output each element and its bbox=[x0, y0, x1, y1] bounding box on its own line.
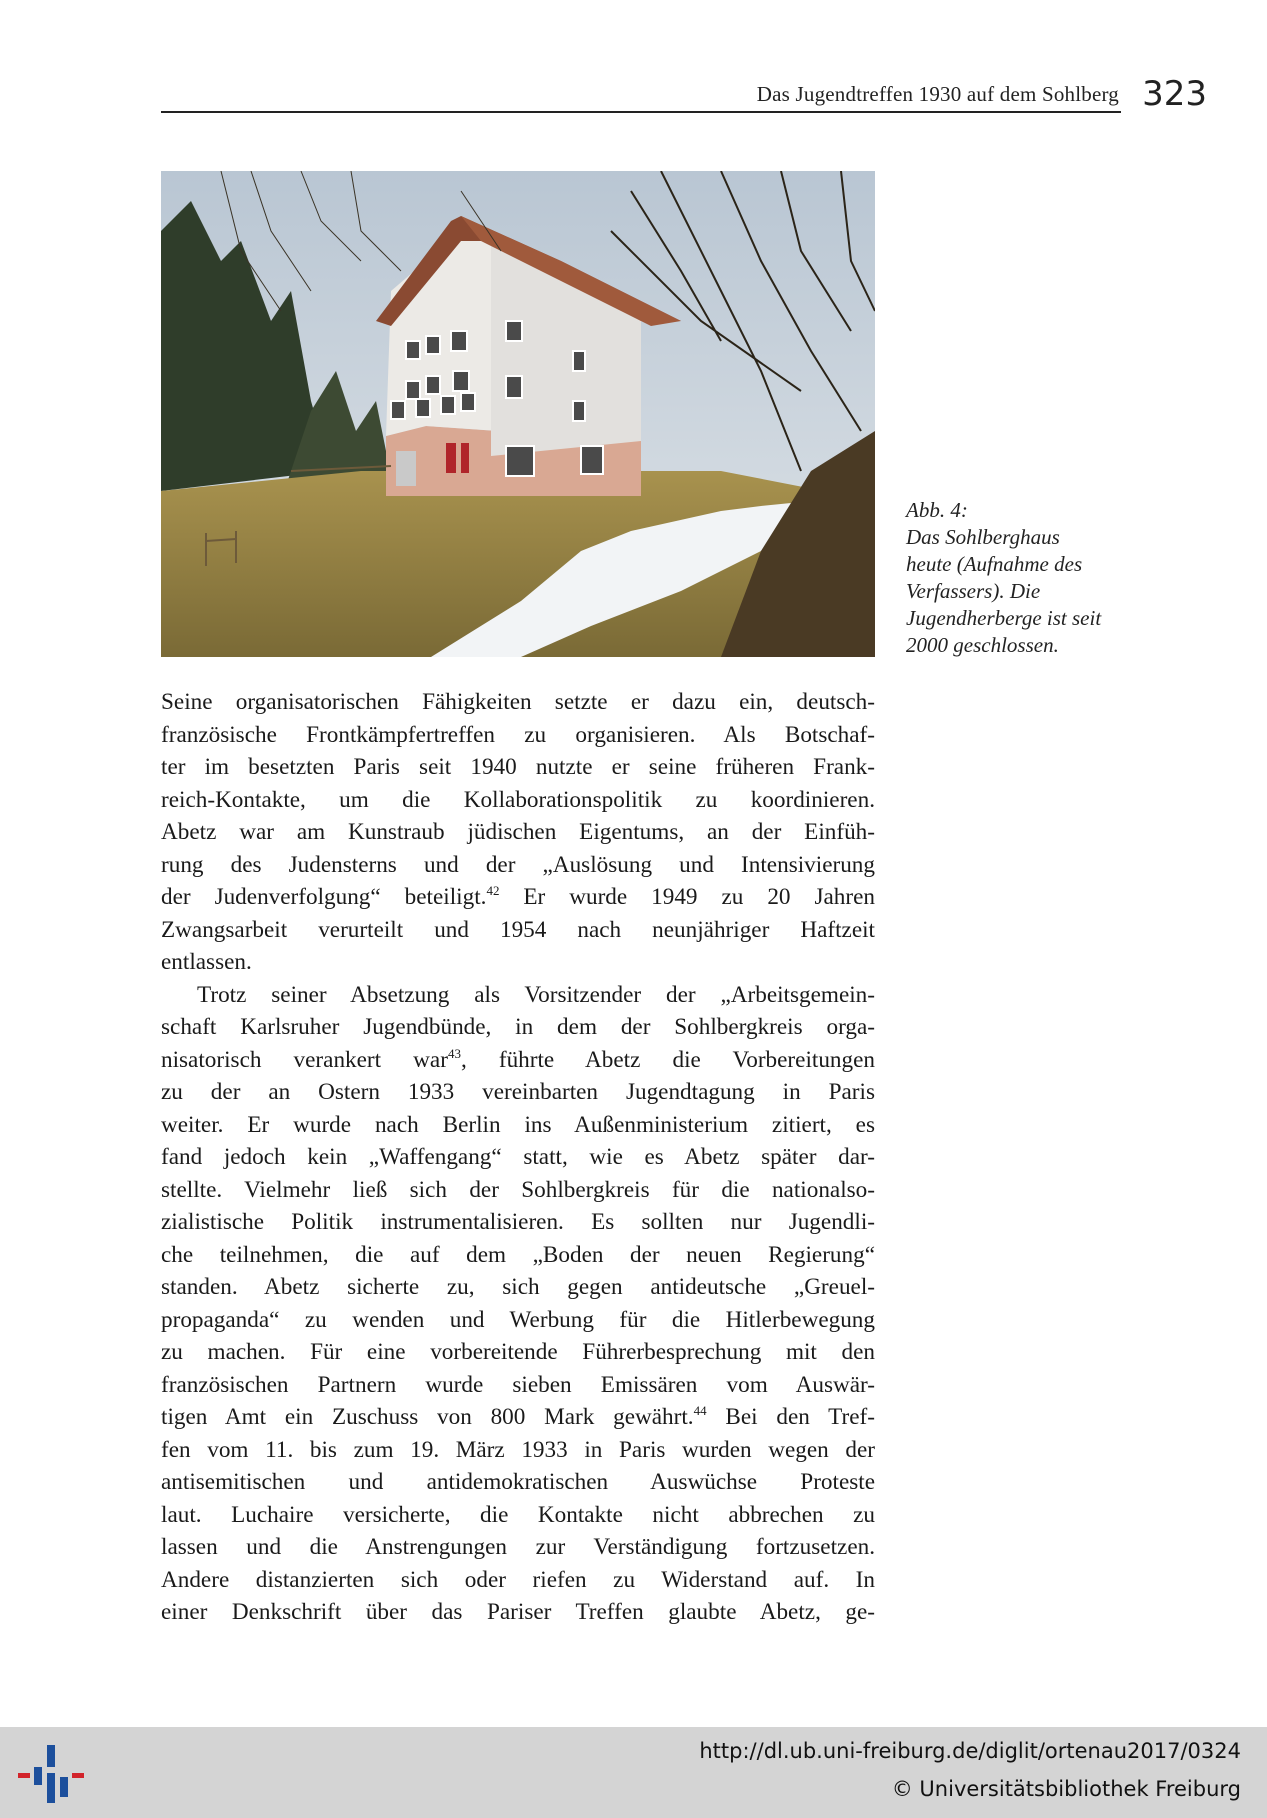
footer-copyright: © Universitätsbibliothek Freiburg bbox=[891, 1777, 1241, 1801]
header-rule bbox=[161, 111, 1121, 113]
text-line: standen. Abetz sicherte zu, sich gegen antideutsche „Greuel- bbox=[161, 1274, 875, 1300]
footnote-ref[interactable]: 44 bbox=[693, 1403, 707, 1418]
text-line: Seine organisatorischen Fähigkeiten setzte er dazu ein, deutsch- bbox=[161, 689, 875, 715]
text-line: reich-Kontakte, um die Kollaborationspolitik zu koordinieren. bbox=[161, 786, 875, 813]
text-line: weiter. Er wurde nach Berlin ins Außenministerium zitiert, es bbox=[161, 1111, 875, 1138]
caption-line: Jugendherberge ist seit bbox=[906, 606, 1102, 630]
caption-line: Das Sohlberghaus bbox=[906, 525, 1060, 549]
text-line: Andere distanzierten sich oder riefen zu Widerstand auf. In bbox=[161, 1566, 875, 1593]
footnote-ref[interactable]: 42 bbox=[486, 883, 500, 898]
text-line: lassen und die Anstrengungen zur Verständigung fortzusetzen. bbox=[161, 1534, 875, 1560]
text-segment: nisatorisch verankert war bbox=[161, 1046, 448, 1073]
text-line: ter im besetzten Paris seit 1940 nutzte er seine früheren Frank- bbox=[161, 754, 875, 780]
text-segment: Er wurde 1949 zu 20 Jahren bbox=[499, 884, 875, 910]
running-head bbox=[161, 74, 1207, 114]
text-line: antisemitischen und antidemokratischen Auswüchse Proteste bbox=[161, 1469, 875, 1495]
text-line: laut. Luchaire versicherte, die Kontakte nicht abbrechen zu bbox=[161, 1501, 875, 1528]
text-line: entlassen. bbox=[161, 949, 252, 975]
text-line: zu der an Ostern 1933 vereinbarten Jugendtagung in Paris bbox=[161, 1079, 875, 1105]
footer-url-link[interactable]: http://dl.ub.uni-freiburg.de/diglit/ortenau2017/0324 bbox=[699, 1739, 1241, 1763]
caption-line: Verfassers). Die bbox=[906, 579, 1041, 603]
text-line: Abetz war am Kunstraub jüdischen Eigentums, an der Einfüh- bbox=[161, 819, 875, 845]
text-line bbox=[161, 881, 875, 914]
text-line: rung des Judensterns und der „Auslösung und Intensivierung bbox=[161, 851, 875, 878]
text-line: che teilnehmen, die auf dem „Boden der neuen Regierung“ bbox=[161, 1241, 875, 1268]
text-line: stellte. Vielmehr ließ sich der Sohlbergkreis für die nationalso- bbox=[161, 1176, 875, 1203]
text-segment: tigen Amt ein Zuschuss von 800 Mark gewährt. bbox=[161, 1404, 694, 1430]
running-title: Das Jugendtreffen 1930 auf dem Sohlberg bbox=[756, 82, 1119, 106]
text-line: einer Denkschrift über das Pariser Treffen glaubte Abetz, ge- bbox=[161, 1599, 875, 1625]
figure-caption bbox=[906, 497, 1146, 659]
text-line: fand jedoch kein „Waffengang“ statt, wie es Abetz später dar- bbox=[161, 1144, 875, 1170]
ub-freiburg-logo-icon[interactable] bbox=[16, 1739, 86, 1809]
text-line: Zwangsarbeit verurteilt und 1954 nach neunjähriger Haftzeit bbox=[161, 916, 875, 943]
text-line: propaganda“ zu wenden und Werbung für die Hitlerbewegung bbox=[161, 1306, 875, 1333]
footnote-ref[interactable]: 43 bbox=[447, 1045, 461, 1061]
text-line: Trotz seiner Absetzung als Vorsitzender der „Arbeitsgemein- bbox=[197, 981, 875, 1008]
page-number: 323 bbox=[1142, 74, 1207, 114]
body-text bbox=[161, 686, 875, 1629]
text-line: französischen Partnern wurde sieben Emissären vom Auswär- bbox=[161, 1371, 875, 1398]
text-line: zu machen. Für eine vorbereitende Führerbesprechung mit den bbox=[161, 1339, 875, 1365]
text-line: zialistische Politik instrumentalisieren. Es sollten nur Jugendli- bbox=[161, 1209, 875, 1235]
caption-line: Abb. 4: bbox=[906, 498, 968, 522]
caption-line: heute (Aufnahme des bbox=[906, 552, 1083, 576]
caption-line: 2000 geschlossen. bbox=[906, 633, 1059, 657]
footer-bar bbox=[0, 1727, 1267, 1818]
text-line bbox=[161, 1044, 875, 1077]
text-line: fen vom 11. bis zum 19. März 1933 in Paris wurden wegen der bbox=[161, 1436, 875, 1463]
text-line: schaft Karlsruher Jugendbünde, in dem der Sohlbergkreis orga- bbox=[161, 1014, 875, 1040]
figure-photo-sohlberghaus bbox=[161, 171, 875, 657]
text-segment: , führte Abetz die Vorbereitungen bbox=[460, 1046, 875, 1073]
text-line: französische Frontkämpfertreffen zu organisieren. Als Botschaf- bbox=[161, 721, 875, 748]
text-segment: Bei den Tref- bbox=[706, 1404, 875, 1430]
text-segment: der Judenverfolgung“ beteiligt. bbox=[161, 884, 487, 910]
text-line bbox=[161, 1401, 875, 1434]
